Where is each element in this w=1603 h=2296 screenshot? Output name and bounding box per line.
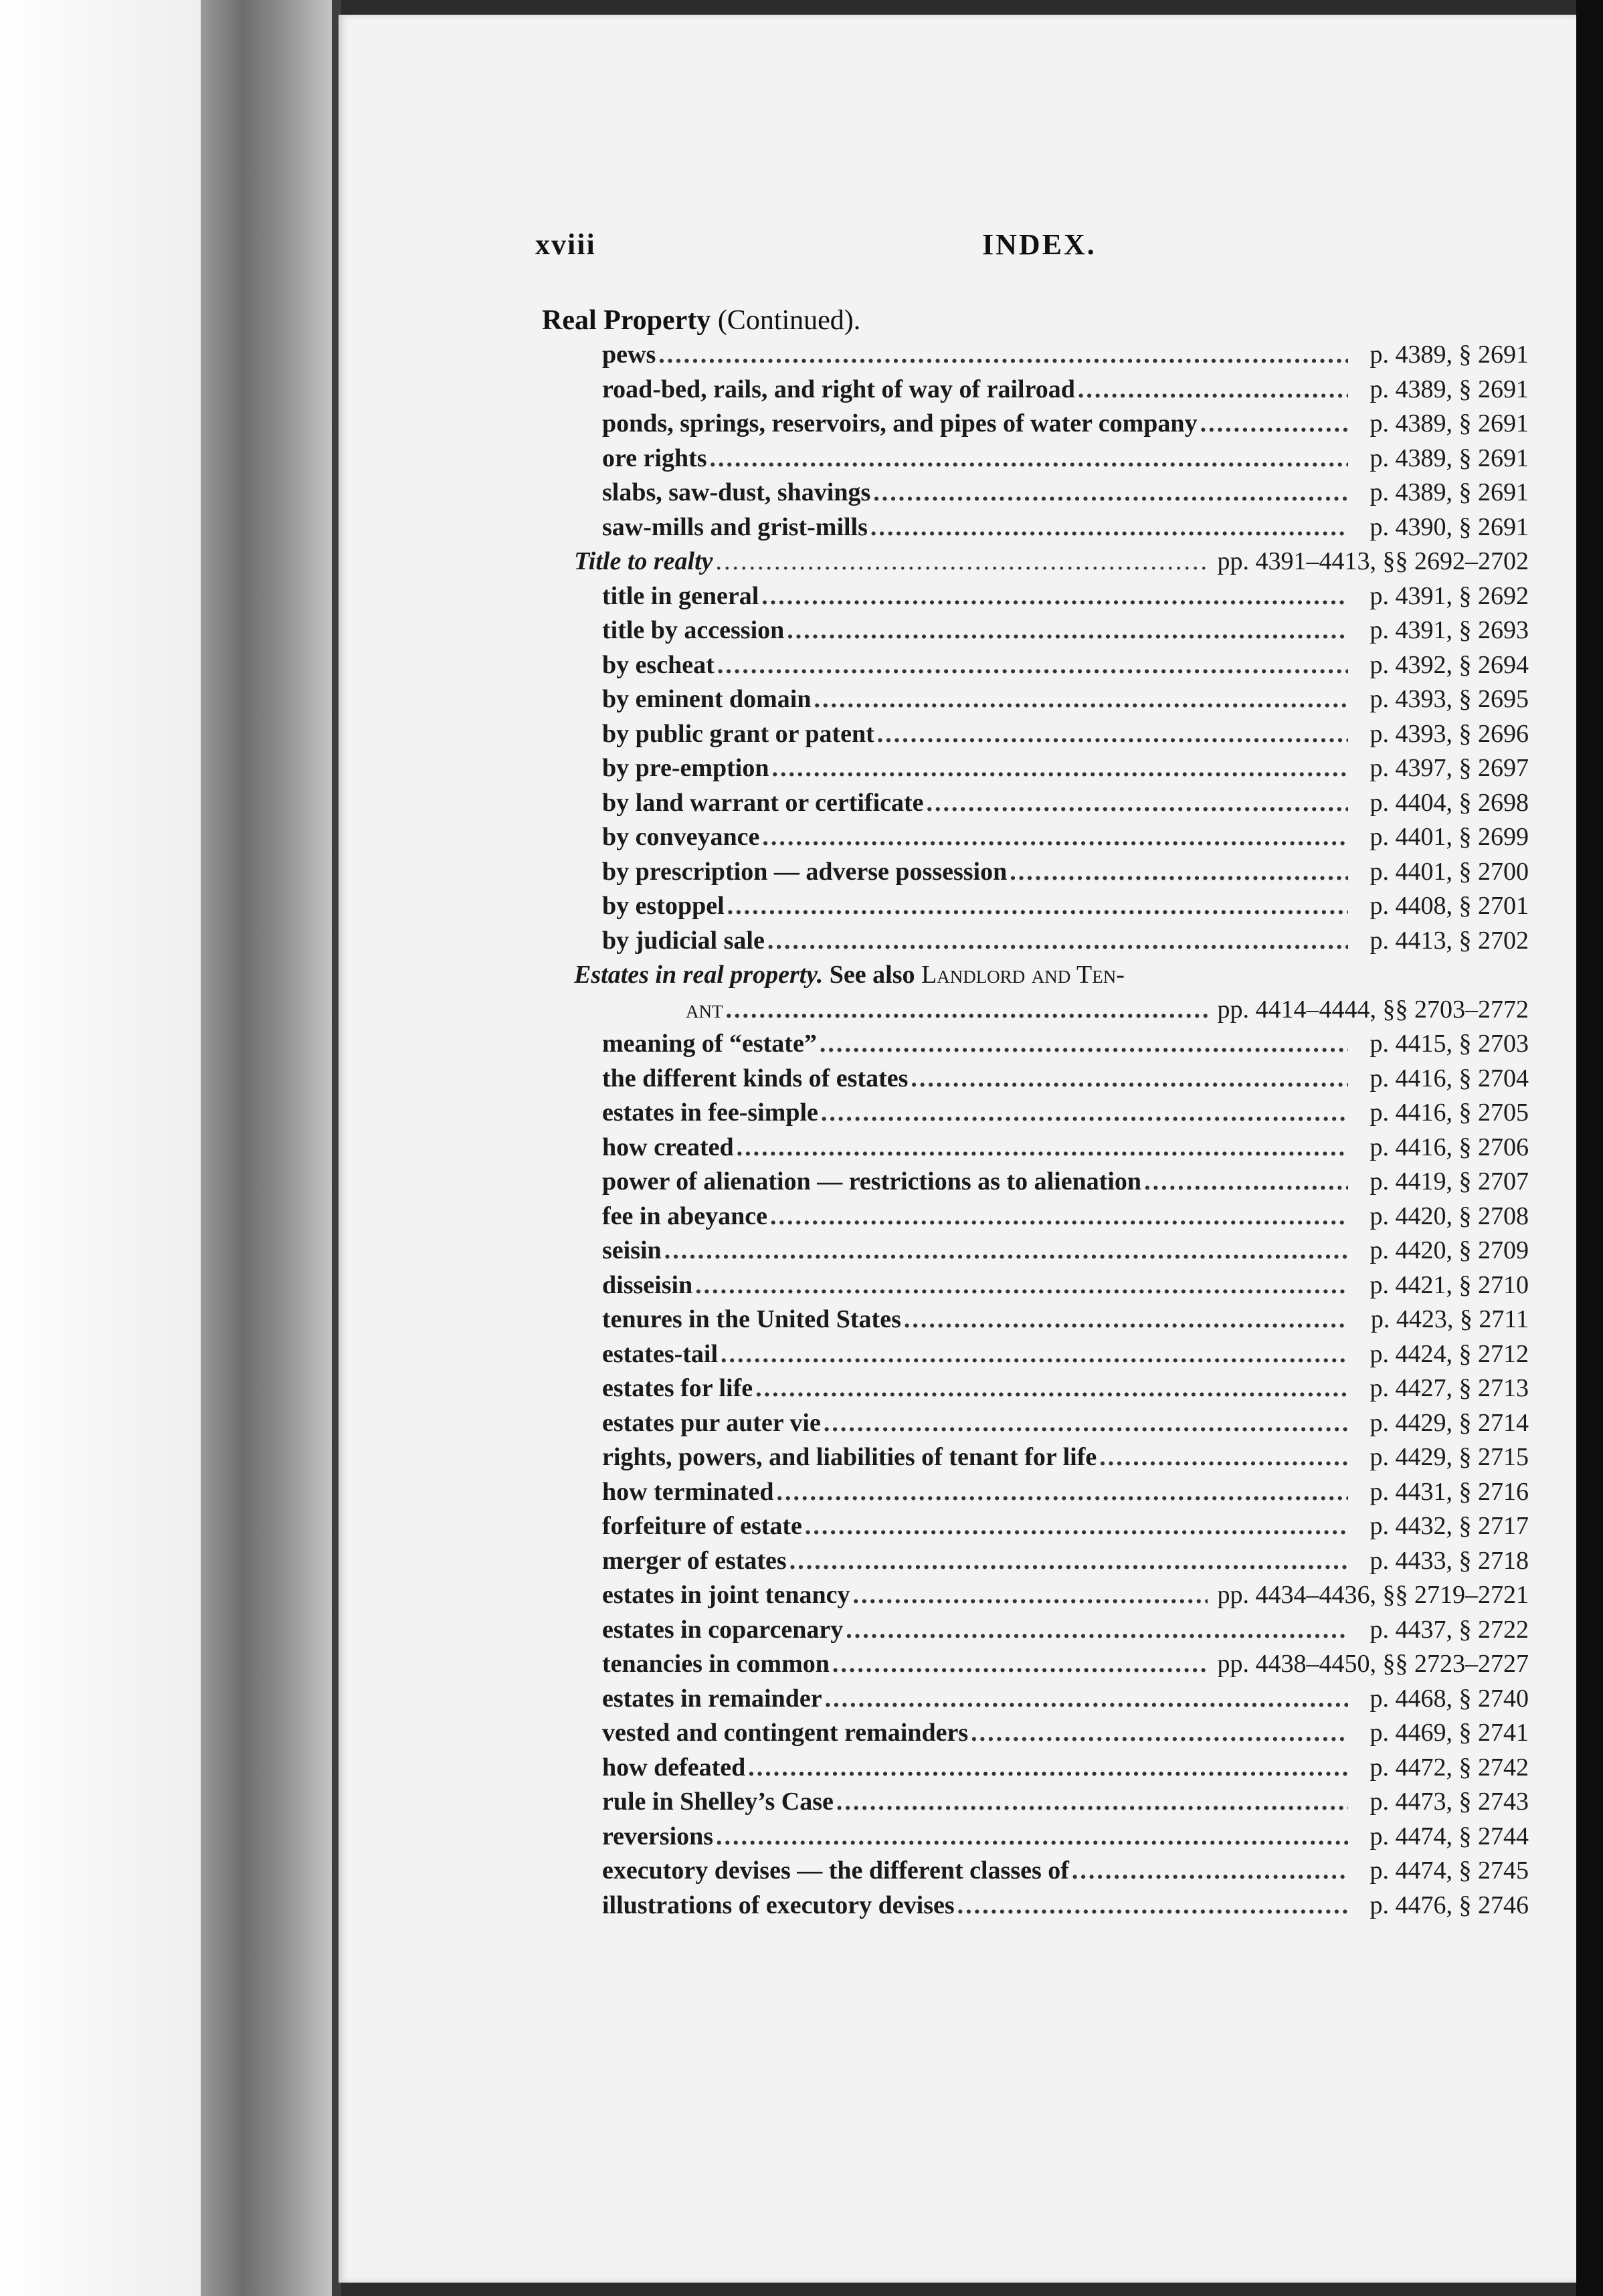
entry-text: by public grant or patent — [602, 719, 874, 748]
page-folio: xviii — [535, 228, 596, 261]
index-entry — [535, 855, 1529, 890]
index-entry — [535, 924, 1529, 959]
note-italic: Estates in real property. — [574, 961, 824, 989]
entry-ref: p. 4420, § 2709 — [1370, 1236, 1529, 1264]
entry-text: how created — [602, 1133, 734, 1161]
entry-ref: p. 4472, § 2742 — [1370, 1753, 1529, 1782]
entry-text: how terminated — [602, 1477, 774, 1506]
index-entry — [535, 442, 1529, 476]
entry-text: illustrations of executory devises — [602, 1891, 955, 1919]
entry-ref: p. 4415, § 2703 — [1370, 1030, 1529, 1058]
entry-ref: p. 4408, § 2701 — [1370, 892, 1529, 920]
scan-margin — [0, 0, 214, 2296]
index-entry — [535, 1820, 1529, 1854]
index-entry — [535, 1200, 1529, 1234]
index-entry — [535, 1751, 1529, 1786]
entry-text: merger of estates — [602, 1546, 787, 1575]
entry-ref: p. 4474, § 2745 — [1370, 1856, 1529, 1885]
entry-text: estates in remainder — [602, 1684, 822, 1713]
entry-ref: p. 4393, § 2696 — [1370, 719, 1529, 748]
entry-text: title in general — [602, 581, 759, 610]
index-entry — [535, 1889, 1529, 1923]
entry-ref: p. 4420, § 2708 — [1370, 1202, 1529, 1230]
index-entry — [535, 1854, 1529, 1889]
note-plain: See also — [823, 961, 921, 989]
index-entry — [535, 1578, 1529, 1613]
index-entry — [535, 1234, 1529, 1268]
index-entry — [535, 820, 1529, 855]
entry-text: reversions — [602, 1822, 714, 1850]
index-entry — [535, 579, 1529, 614]
entry-ref: p. 4389, § 2691 — [1370, 375, 1529, 403]
page-title: INDEX. — [982, 228, 1097, 261]
index-entry — [535, 648, 1529, 683]
entry-text: the different kinds of estates — [602, 1064, 909, 1092]
entry-text: executory devises — the different classes of — [602, 1856, 1069, 1885]
entry-text: estates in fee-simple — [602, 1098, 818, 1127]
entry-ref: p. 4429, § 2714 — [1370, 1408, 1529, 1437]
entry-ref: pp. 4414–4444, §§ 2703–2772 — [1217, 995, 1529, 1024]
section-heading — [542, 304, 860, 337]
entry-ref: p. 4391, § 2693 — [1370, 616, 1529, 644]
index-entry — [535, 1027, 1529, 1062]
entry-ref: p. 4474, § 2744 — [1370, 1822, 1529, 1850]
entry-text: tenures in the United States — [602, 1305, 901, 1333]
index-entry — [535, 338, 1529, 373]
entry-text: estates in coparcenary — [602, 1615, 844, 1644]
index-entry — [535, 682, 1529, 717]
index-entry — [535, 1544, 1529, 1579]
index-entry — [535, 1303, 1529, 1337]
entry-ref: p. 4476, § 2746 — [1370, 1891, 1529, 1919]
entry-ref: p. 4401, § 2700 — [1370, 857, 1529, 886]
entry-ref: p. 4413, § 2702 — [1370, 926, 1529, 955]
entry-text: ponds, springs, reservoirs, and pipes of water company — [602, 409, 1198, 438]
entry-ref: p. 4468, § 2740 — [1370, 1684, 1529, 1713]
index-entry — [535, 510, 1529, 545]
index-section-entry — [535, 545, 1529, 579]
index-entry — [535, 1475, 1529, 1510]
book-page-edges — [201, 0, 341, 2296]
entry-ref: p. 4437, § 2722 — [1370, 1615, 1529, 1644]
index-section-continuation — [535, 993, 1529, 1028]
index-entries — [535, 338, 1529, 1923]
entry-text: by prescription — adverse possession — [602, 857, 1008, 886]
index-entry — [535, 613, 1529, 648]
entry-ref: p. 4427, § 2713 — [1370, 1374, 1529, 1402]
entry-text: pews — [602, 341, 656, 369]
entry-text: estates for life — [602, 1374, 753, 1402]
entry-ref: p. 4389, § 2691 — [1370, 409, 1529, 438]
index-entry — [535, 476, 1529, 510]
entry-text: ore rights — [602, 444, 707, 472]
entry-ref: p. 4392, § 2694 — [1370, 650, 1529, 679]
entry-ref: p. 4390, § 2691 — [1370, 512, 1529, 541]
note-smallcaps: Landlord and Ten- — [921, 961, 1125, 989]
entry-text: rule in Shelley’s Case — [602, 1788, 834, 1816]
entry-text: by pre-emption — [602, 754, 769, 782]
index-entry — [535, 1647, 1529, 1682]
entry-ref: p. 4389, § 2691 — [1370, 478, 1529, 506]
entry-ref: p. 4419, § 2707 — [1370, 1167, 1529, 1195]
index-entry — [535, 1440, 1529, 1475]
entry-ref: p. 4389, § 2691 — [1370, 444, 1529, 472]
entry-ref: pp. 4391–4413, §§ 2692–2702 — [1217, 547, 1529, 575]
entry-ref: p. 4391, § 2692 — [1370, 581, 1529, 610]
entry-ref: p. 4421, § 2710 — [1370, 1270, 1529, 1299]
entry-ref: p. 4416, § 2705 — [1370, 1098, 1529, 1127]
entry-ref: p. 4404, § 2698 — [1370, 788, 1529, 817]
index-section-note — [535, 958, 1529, 993]
entry-ref: p. 4469, § 2741 — [1370, 1719, 1529, 1747]
entry-text: power of alienation — restrictions as to alienation — [602, 1167, 1142, 1195]
entry-text: slabs, saw-dust, shavings — [602, 478, 871, 506]
index-entry — [535, 1165, 1529, 1200]
entry-text: tenancies in common — [602, 1650, 830, 1678]
entry-text: vested and contingent remainders — [602, 1719, 969, 1747]
entry-text: road-bed, rails, and right of way of railroad — [602, 375, 1075, 403]
entry-ref: p. 4416, § 2704 — [1370, 1064, 1529, 1092]
index-entry — [535, 1062, 1529, 1096]
entry-text: fee in abeyance — [602, 1202, 767, 1230]
index-entry — [535, 1268, 1529, 1303]
entry-ref: p. 4423, § 2711 — [1370, 1305, 1529, 1333]
entry-text: by escheat — [602, 650, 715, 679]
index-entry — [535, 1509, 1529, 1544]
entry-text: ant — [686, 995, 723, 1024]
entry-text: title by accession — [602, 616, 785, 644]
entry-text: saw-mills and grist-mills — [602, 512, 868, 541]
scan-right-edge — [1576, 0, 1603, 2296]
entry-text: how defeated — [602, 1753, 746, 1782]
index-entry — [535, 1682, 1529, 1717]
entry-ref: pp. 4434–4436, §§ 2719–2721 — [1217, 1581, 1529, 1609]
entry-text: estates in joint tenancy — [602, 1581, 850, 1609]
index-entry — [535, 1406, 1529, 1441]
entry-ref: p. 4424, § 2712 — [1370, 1339, 1529, 1368]
heading-suffix: (Continued). — [717, 305, 861, 336]
running-head — [535, 227, 1512, 268]
entry-ref: p. 4473, § 2743 — [1370, 1788, 1529, 1816]
entry-text: estates-tail — [602, 1339, 719, 1368]
entry-ref: p. 4429, § 2715 — [1370, 1443, 1529, 1471]
entry-ref: p. 4393, § 2695 — [1370, 685, 1529, 713]
entry-text: by land warrant or certificate — [602, 788, 924, 817]
entry-ref: p. 4433, § 2718 — [1370, 1546, 1529, 1575]
entry-text: by judicial sale — [602, 926, 765, 955]
index-entry — [535, 373, 1529, 407]
entry-text: by estoppel — [602, 892, 725, 920]
index-entry — [535, 1716, 1529, 1751]
entry-ref: p. 4416, § 2706 — [1370, 1133, 1529, 1161]
entry-text: rights, powers, and liabilities of tenant for life — [602, 1443, 1097, 1471]
entry-text: Title to realty — [574, 547, 713, 575]
entry-text: by eminent domain — [602, 685, 812, 713]
index-entry — [535, 786, 1529, 821]
index-entry — [535, 1131, 1529, 1165]
index-entry — [535, 1096, 1529, 1131]
index-entry — [535, 1371, 1529, 1406]
index-entry — [535, 717, 1529, 752]
index-entry — [535, 1613, 1529, 1648]
index-entry — [535, 751, 1529, 786]
entry-ref: p. 4397, § 2697 — [1370, 754, 1529, 782]
entry-text: by conveyance — [602, 823, 760, 851]
entry-text: seisin — [602, 1236, 662, 1264]
entry-text: forfeiture of estate — [602, 1512, 802, 1540]
heading-main: Real Property — [542, 305, 711, 336]
entry-ref: p. 4389, § 2691 — [1370, 341, 1529, 369]
index-entry — [535, 1337, 1529, 1372]
index-entry — [535, 1785, 1529, 1820]
entry-text: disseisin — [602, 1270, 693, 1299]
entry-ref: p. 4401, § 2699 — [1370, 823, 1529, 851]
entry-ref: p. 4432, § 2717 — [1370, 1512, 1529, 1540]
entry-text: estates pur auter vie — [602, 1408, 821, 1437]
index-entry — [535, 889, 1529, 924]
entry-text: meaning of “estate” — [602, 1030, 817, 1058]
entry-ref: p. 4431, § 2716 — [1370, 1477, 1529, 1506]
entry-ref: pp. 4438–4450, §§ 2723–2727 — [1217, 1650, 1529, 1678]
index-entry — [535, 407, 1529, 442]
